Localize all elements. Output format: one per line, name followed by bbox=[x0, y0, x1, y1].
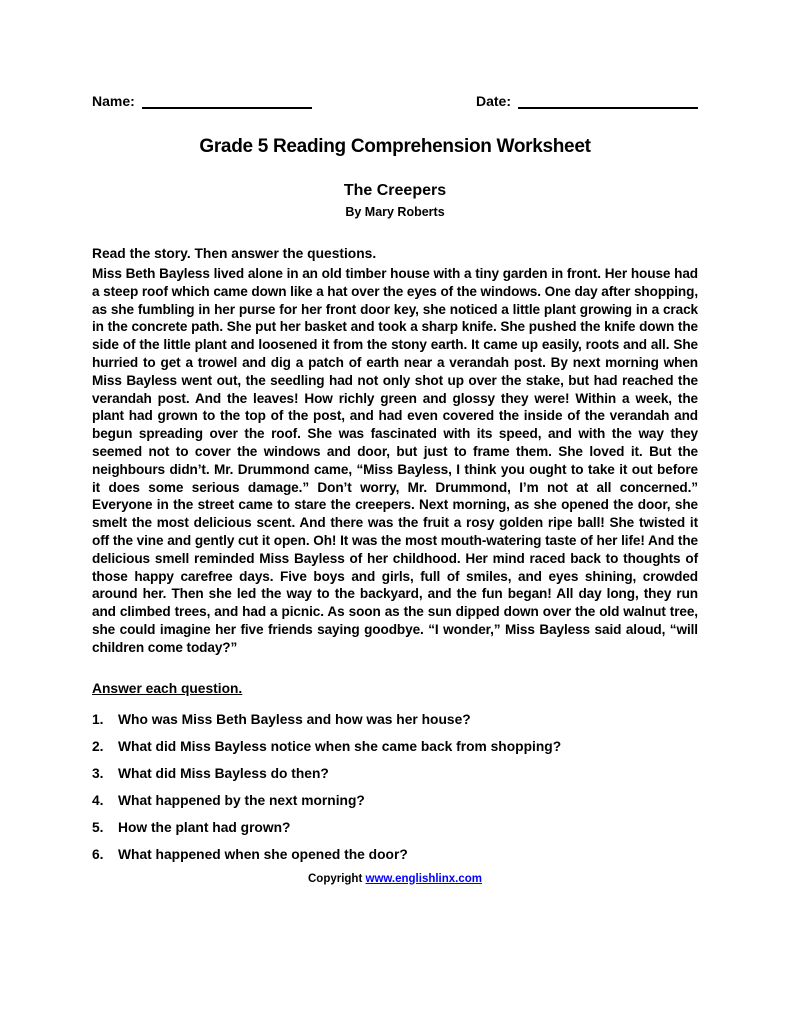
questions-heading: Answer each question. bbox=[92, 680, 243, 696]
copyright-footer bbox=[92, 873, 698, 885]
date-label: Date: bbox=[475, 93, 511, 109]
question-item-5 bbox=[92, 819, 698, 837]
name-date-row bbox=[92, 93, 698, 109]
question-text: What happened when she opened the door? bbox=[118, 846, 408, 862]
question-text: What happened by the next morning? bbox=[118, 792, 365, 808]
question-number: 3. bbox=[92, 765, 104, 781]
story-byline: By Mary Roberts bbox=[345, 205, 445, 219]
question-number: 4. bbox=[92, 792, 104, 808]
question-item-3 bbox=[92, 765, 698, 783]
question-text: Who was Miss Beth Bayless and how was her house? bbox=[118, 711, 471, 727]
story-title: The Creepers bbox=[343, 182, 447, 199]
question-number: 2. bbox=[92, 738, 104, 754]
name-field bbox=[92, 93, 312, 109]
instructions-text: Read the story. Then answer the questions. bbox=[92, 246, 377, 261]
questions-list bbox=[92, 711, 698, 864]
question-text: How the plant had grown? bbox=[118, 819, 291, 835]
date-blank-line bbox=[518, 94, 698, 109]
story-text: Miss Beth Bayless lived alone in an old timber house with a tiny garden in front. Her house had a steep roof which came down like a hat over the eyes of the windows. One day after shopping, as she fumbling in her purse for her front door key, she noticed a little plant growing in a crack in the concrete path. She put her basket and took a sharp knife. She pushed the knife down the side of the little plant and loosened it from the stony earth. It came up easily, roots and all. She hurried to get a trowel and dig a patch of earth near a verandah post. By next morning when Miss Bayless went out, the seedling had not only shot up over the stake, but had reached the verandah post. And the leaves! How richly green and glossy they were! Within a week, the plant had grown to the top of the post, and had even covered the inside of the verandah and begun spreading over the roof. She was fascinated with its speed, and with the way they seemed not to cover the windows and door, but just to frame them. She loved it. But the neighbours didn’t. Mr. Drummond came, “Miss Bayless, I think you ought to take it out before it does some serious damage.” Don’t worry, Mr. Drummond, I’m not at all concerned.” Everyone in the street came to stare the creepers. Next morning, as she opened the door, she smelt the most delicious scent. And there was the fruit a rosy golden ripe ball! She twisted it off the vine and gently cut it open. Oh! It was the most mouth-watering taste of her life! And the delicious smell reminded Miss Bayless of her childhood. Her mind raced back to thoughts of those happy carefree days. Five boys and girls, full of smiles, and eyes shining, crowded around her. Then she led the way to the backyard, and the fun began! All day long, they run and climbed trees, and had a picnic. As soon as the sun dipped down over the old walnut tree, she could imagine her five friends saying goodbye. “I wonder,” Miss Bayless said aloud, “will children come today?” bbox=[92, 266, 698, 655]
date-field bbox=[476, 93, 698, 109]
name-label: Name: bbox=[92, 93, 135, 109]
copyright-label: Copyright bbox=[307, 872, 363, 885]
question-text: What did Miss Bayless do then? bbox=[118, 765, 329, 781]
question-number: 6. bbox=[92, 846, 104, 862]
question-item-4 bbox=[92, 792, 698, 810]
name-blank-line bbox=[142, 94, 312, 109]
question-item-6 bbox=[92, 846, 698, 864]
question-item-1 bbox=[92, 711, 698, 729]
question-item-2 bbox=[92, 738, 698, 756]
question-number: 1. bbox=[92, 711, 104, 727]
copyright-link[interactable]: www.englishlinx.com bbox=[365, 872, 483, 885]
page-title: Grade 5 Reading Comprehension Worksheet bbox=[199, 136, 591, 157]
question-number: 5. bbox=[92, 819, 104, 835]
question-text: What did Miss Bayless notice when she came back from shopping? bbox=[118, 738, 562, 754]
